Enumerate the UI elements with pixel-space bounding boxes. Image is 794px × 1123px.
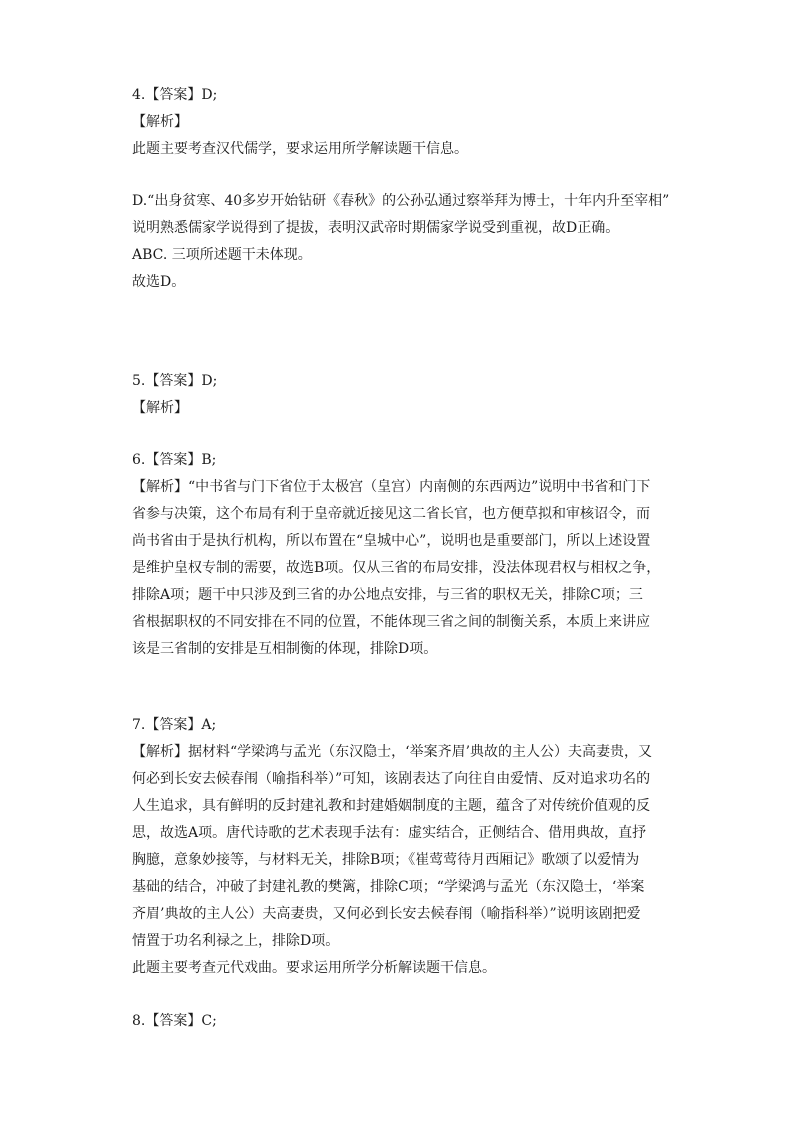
q7-line: 情置于功名利禄之上，排除D项。 xyxy=(132,933,340,949)
q8-answer: 8.【答案】C; xyxy=(132,1013,217,1029)
q7-line: 胸臆，意象妙接等，与材料无关，排除B项；《崔莺莺待月西厢记》歌颂了以爱情为 xyxy=(132,852,640,868)
q4-line: D.“出身贫寒、40多岁开始钻研《春秋》的公孙弘通过察举拜为博士，十年内升至宰相” xyxy=(132,193,670,209)
q6-line: 是维护皇权专制的需要，故选B项。仅从三省的布局安排，没法体现君权与相权之争， xyxy=(132,560,661,576)
q6-line: 排除A项；题干中只涉及到三省的办公地点安排，与三省的职权无关，排除C项；三 xyxy=(132,587,643,603)
q4-answer: 4.【答案】D; xyxy=(132,87,218,103)
q7-line: 【解析】据材料“学梁鸿与孟光（东汉隐士，‘举案齐眉’典故的主人公）夫高妻贵，又 xyxy=(132,744,653,760)
q6-line: 省根据职权的不同安排在不同的位置，不能体现三省之间的制衡关系，本质上来讲应 xyxy=(132,614,650,630)
q7-line: 人生追求，具有鲜明的反封建礼教和封建婚姻制度的主题，蕴含了对传统价值观的反 xyxy=(132,798,650,814)
q6-line: 【解析】“中书省与门下省位于太极宫（皇宫）内南侧的东西两边”说明中书省和门下 xyxy=(132,479,651,495)
q6-line: 该是三省制的安排是互相制衡的体现，排除D项。 xyxy=(132,641,438,657)
q5-answer: 5.【答案】D; xyxy=(132,373,218,389)
q7-line: 何必到长安去候春闱（喻指科举）”可知，该剧表达了向往自由爱情、反对追求功名的 xyxy=(132,771,651,787)
q4-line: 故选D。 xyxy=(132,274,186,290)
q7-line: 齐眉’典故的主人公）夫高妻贵，又何必到长安去候春闱（喻指科举）”说明该剧把爱 xyxy=(132,906,641,922)
q7-line: 基础的结合，冲破了封建礼教的樊篱，排除C项；“学梁鸿与孟光（东汉隐士，‘举案 xyxy=(132,879,645,895)
q6-answer: 6.【答案】B; xyxy=(132,452,217,468)
q7-answer: 7.【答案】A; xyxy=(132,717,217,733)
q7-line: 此题主要考查元代戏曲。要求运用所学分析解读题干信息。 xyxy=(132,960,496,976)
q4-analysis-label: 【解析】 xyxy=(132,114,188,130)
q6-line: 省参与决策，这个布局有利于皇帝就近接见这二省长官，也方便草拟和审核诏令，而 xyxy=(132,506,650,522)
q4-intro: 此题主要考查汉代儒学，要求运用所学解读题干信息。 xyxy=(132,141,468,157)
q6-line: 尚书省由于是执行机构，所以布置在“皇城中心”，说明也是重要部门，所以上述设置 xyxy=(132,533,651,549)
q4-line: ABC. 三项所述题干未体现。 xyxy=(132,247,312,263)
q5-analysis-label: 【解析】 xyxy=(132,400,188,416)
q7-line: 思，故选A项。唐代诗歌的艺术表现手法有：虚实结合，正侧结合、借用典故，直抒 xyxy=(132,825,647,841)
q4-line: 说明熟悉儒家学说得到了提拔，表明汉武帝时期儒家学说受到重视，故D正确。 xyxy=(132,220,620,236)
